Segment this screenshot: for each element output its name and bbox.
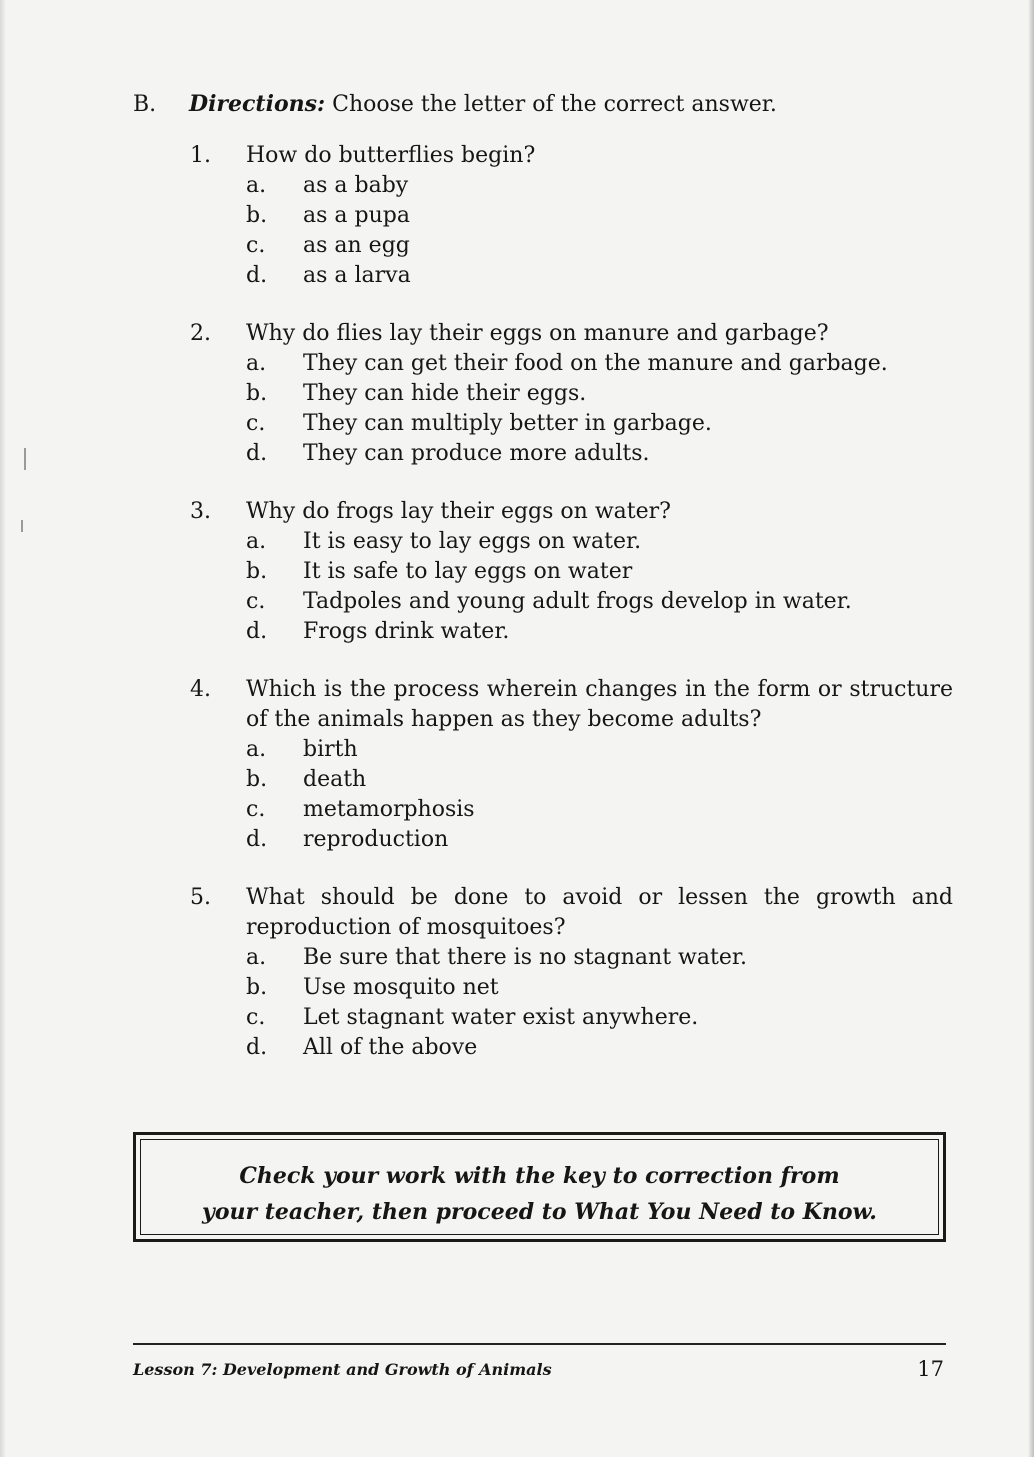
choice-letter: a.: [246, 529, 267, 554]
question-text: Why do frogs lay their eggs on water?: [246, 499, 671, 524]
choice-text: Frogs drink water.: [303, 619, 510, 644]
choice-text: reproduction: [303, 827, 449, 852]
notice-line-1: Check your work with the key to correction from: [239, 1163, 840, 1189]
choice-letter: c.: [246, 589, 266, 614]
question-1: [133, 141, 953, 291]
choice-text: as a baby: [303, 173, 409, 198]
choice-letter: c.: [246, 411, 266, 436]
choice-c: [246, 587, 953, 617]
directions-text: Choose the letter of the correct answer.: [325, 92, 777, 117]
choice-text: It is easy to lay eggs on water.: [303, 529, 642, 554]
scan-mark: [24, 448, 26, 470]
notice-line-2: your teacher, then proceed to What You Need to Know.: [202, 1199, 877, 1225]
choice-a: [246, 349, 953, 379]
choice-text: Be sure that there is no stagnant water.: [303, 945, 747, 970]
page-edge-left: [0, 0, 6, 1457]
choice-text: Let stagnant water exist anywhere.: [303, 1005, 699, 1030]
choice-letter: d.: [246, 1035, 268, 1060]
choice-letter: b.: [246, 381, 268, 406]
section-heading: [133, 88, 953, 121]
choice-text: as an egg: [303, 233, 410, 258]
choice-text: death: [303, 767, 367, 792]
choice-b: [246, 379, 953, 409]
scan-mark: [21, 520, 23, 532]
question-5: [133, 883, 953, 1063]
question-number: 4.: [190, 677, 211, 702]
choice-text: Tadpoles and young adult frogs develop in water.: [303, 589, 852, 614]
choice-letter: a.: [246, 737, 267, 762]
choice-text: metamorphosis: [303, 797, 475, 822]
quiz-section: [133, 88, 953, 1091]
choice-a: [246, 735, 953, 765]
choice-letter: a.: [246, 945, 267, 970]
choice-text: It is safe to lay eggs on water: [303, 559, 633, 584]
choice-text: They can produce more adults.: [303, 441, 650, 466]
choice-text: as a larva: [303, 263, 411, 288]
choice-text: Use mosquito net: [303, 975, 499, 1000]
choice-letter: a.: [246, 173, 267, 198]
choice-text: They can hide their eggs.: [303, 381, 587, 406]
choice-a: [246, 527, 953, 557]
question-3: [133, 497, 953, 647]
choice-d: [246, 1033, 953, 1063]
question-4: [133, 675, 953, 855]
answer-key-notice: [133, 1132, 946, 1242]
choice-text: birth: [303, 737, 358, 762]
choice-letter: b.: [246, 203, 268, 228]
section-letter: B.: [133, 92, 157, 117]
choice-a: [246, 943, 953, 973]
notice-frame: [140, 1139, 939, 1235]
question-text: What should be done to avoid or lessen the growth and reproduction of mosquitoes?: [246, 885, 953, 940]
choice-letter: d.: [246, 441, 268, 466]
page-edge-right: [1028, 0, 1034, 1457]
choice-d: [246, 617, 953, 647]
choice-letter: d.: [246, 263, 268, 288]
question-number: 3.: [190, 499, 211, 524]
question-number: 2.: [190, 321, 211, 346]
choice-c: [246, 1003, 953, 1033]
choice-c: [246, 231, 953, 261]
question-number: 5.: [190, 885, 211, 910]
choice-text: They can multiply better in garbage.: [303, 411, 712, 436]
choice-c: [246, 409, 953, 439]
choice-d: [246, 825, 953, 855]
lesson-title: Lesson 7: Development and Growth of Animals: [133, 1360, 552, 1379]
choice-text: They can get their food on the manure and garbage.: [303, 351, 888, 376]
directions-label: Directions:: [189, 91, 326, 117]
choice-letter: c.: [246, 1005, 266, 1030]
choice-b: [246, 557, 953, 587]
choice-b: [246, 201, 953, 231]
question-number: 1.: [190, 143, 211, 168]
choice-b: [246, 973, 953, 1003]
choice-d: [246, 261, 953, 291]
choice-d: [246, 439, 953, 469]
choice-c: [246, 795, 953, 825]
choice-letter: a.: [246, 351, 267, 376]
question-text: How do butterflies begin?: [246, 143, 536, 168]
choice-letter: d.: [246, 827, 268, 852]
choice-text: as a pupa: [303, 203, 410, 228]
choice-letter: c.: [246, 233, 266, 258]
question-text: Which is the process wherein changes in the form or structure of the animals happen as they become adults?: [246, 677, 953, 732]
choice-a: [246, 171, 953, 201]
page-number: 17: [917, 1357, 944, 1381]
question-text: Why do flies lay their eggs on manure and garbage?: [246, 321, 829, 346]
choice-letter: b.: [246, 767, 268, 792]
choice-letter: b.: [246, 975, 268, 1000]
choice-letter: c.: [246, 797, 266, 822]
choice-text: All of the above: [303, 1035, 478, 1060]
choice-b: [246, 765, 953, 795]
question-2: [133, 319, 953, 469]
choice-letter: d.: [246, 619, 268, 644]
footer-divider: [133, 1343, 946, 1345]
choice-letter: b.: [246, 559, 268, 584]
